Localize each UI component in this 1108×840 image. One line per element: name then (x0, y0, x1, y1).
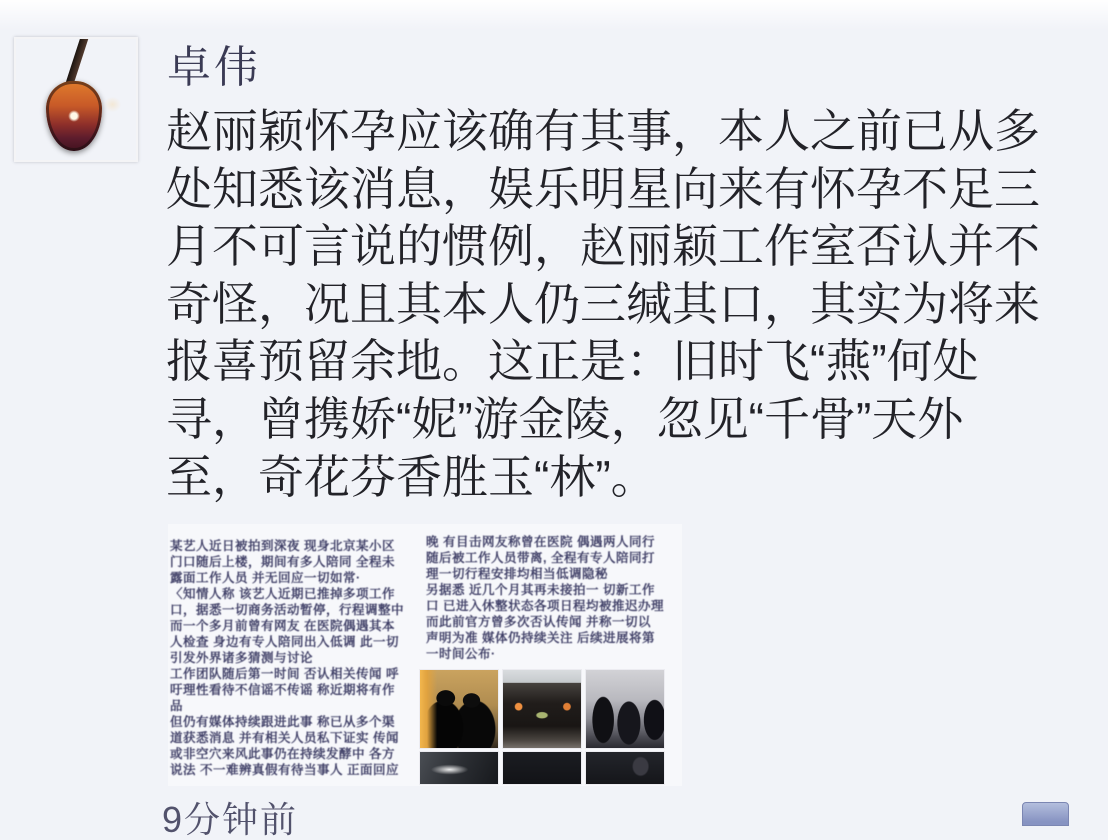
photo-night-three-figures (586, 670, 664, 748)
article-line: 说法 不一难辨真假有待当事人 正面回应 (170, 763, 399, 777)
article-left-column (170, 538, 404, 778)
article-line: 理一切行程安排均相当低调隐秘 (426, 567, 609, 581)
article-line: 随后被工作人员带离, 全程有专人陪同打 (426, 551, 655, 565)
article-line: 口 已进入休整状态各项日程均被推迟办理 (426, 599, 664, 613)
photo-suv-rear-taillights (503, 670, 581, 748)
author-name[interactable]: 卓伟 (167, 43, 261, 92)
article-line: 吁理性看待不信谣不传谣 称近期将有作 (170, 683, 395, 697)
article-line: 而此前官方曾多次否认传闻 并称一切以 (426, 615, 651, 629)
top-highlight-band (0, 0, 1108, 30)
article-line: 门口随后上楼，期间有多人陪同 全程未 (170, 555, 395, 569)
article-line: 引发外界诸多猜测与讨论 (170, 651, 314, 665)
article-line: 〈知情人称 该艺人近期已推掉多项工作 (170, 587, 395, 601)
post-timestamp: 9分钟前 (162, 799, 299, 840)
article-line: 而一个多月前曾有网友 在医院偶遇其本 (170, 619, 395, 633)
article-line: 另据悉 近几个月其再未接拍一 切新工作 (426, 583, 655, 597)
photo-dark (503, 752, 581, 784)
post-text-line: 赵丽颖怀孕应该确有其事，本人之前已从多 (166, 105, 1040, 157)
post-text-line: 处知悉该消息，娱乐明星向来有怀孕不足三 (166, 162, 1040, 215)
article-line: 道获悉消息 并有相关人员私下证实 传闻 (170, 731, 399, 745)
article-line: 一时间公布· (426, 647, 496, 661)
floating-action-button[interactable] (1022, 802, 1069, 826)
article-line: 声明为准 媒体仍持续关注 后续进展将第 (426, 631, 655, 645)
avatar-light-glow (104, 97, 121, 112)
article-line: 晚 有目击网友称曾在医院 偶遇两人同行 (426, 535, 655, 549)
article-photo-grid (420, 670, 666, 786)
avatar[interactable] (14, 37, 138, 162)
post-text-line: 月不可言说的惯例，赵丽颖工作室否认并不 (166, 220, 1040, 273)
article-line: 工作团队随后第一时间 否认相关传闻 呼 (170, 667, 399, 681)
photo-dark-car-hood (420, 752, 498, 784)
article-line: 品 (170, 699, 184, 713)
article-line: 露面工作人员 并无回应一切如常· (170, 571, 361, 585)
post-text-line: 寻，曾携娇“妮”游金陵，忽见“千骨”天外 (166, 392, 964, 445)
article-line: 口，据悉一切商务活动暂停，行程调整中 (170, 603, 404, 617)
photo-dark (586, 752, 664, 784)
article-line: 某艺人近日被拍到深夜 现身北京某小区 (170, 539, 395, 553)
article-line: 或非空穴来风此事仍在持续发酵中 各方 (170, 747, 395, 761)
post-text-line: 奇怪，况且其本人仍三缄其口，其实为将来 (166, 277, 1040, 330)
post-text-line: 至，奇花芬香胜玉“林”。 (166, 450, 657, 503)
article-line: 人检查 身边有专人陪同出入低调 此一切 (170, 635, 399, 649)
article-line: 但仍有媒体持续跟进此事 称已从多个渠 (170, 715, 395, 729)
attachment-news-screenshot[interactable] (168, 524, 682, 786)
article-right-column (426, 534, 678, 662)
photo-night-two-silhouettes (420, 670, 498, 748)
post-text-line: 报喜预留余地。这正是：旧时飞“燕”何处 (166, 335, 979, 388)
post-text (166, 103, 1096, 506)
